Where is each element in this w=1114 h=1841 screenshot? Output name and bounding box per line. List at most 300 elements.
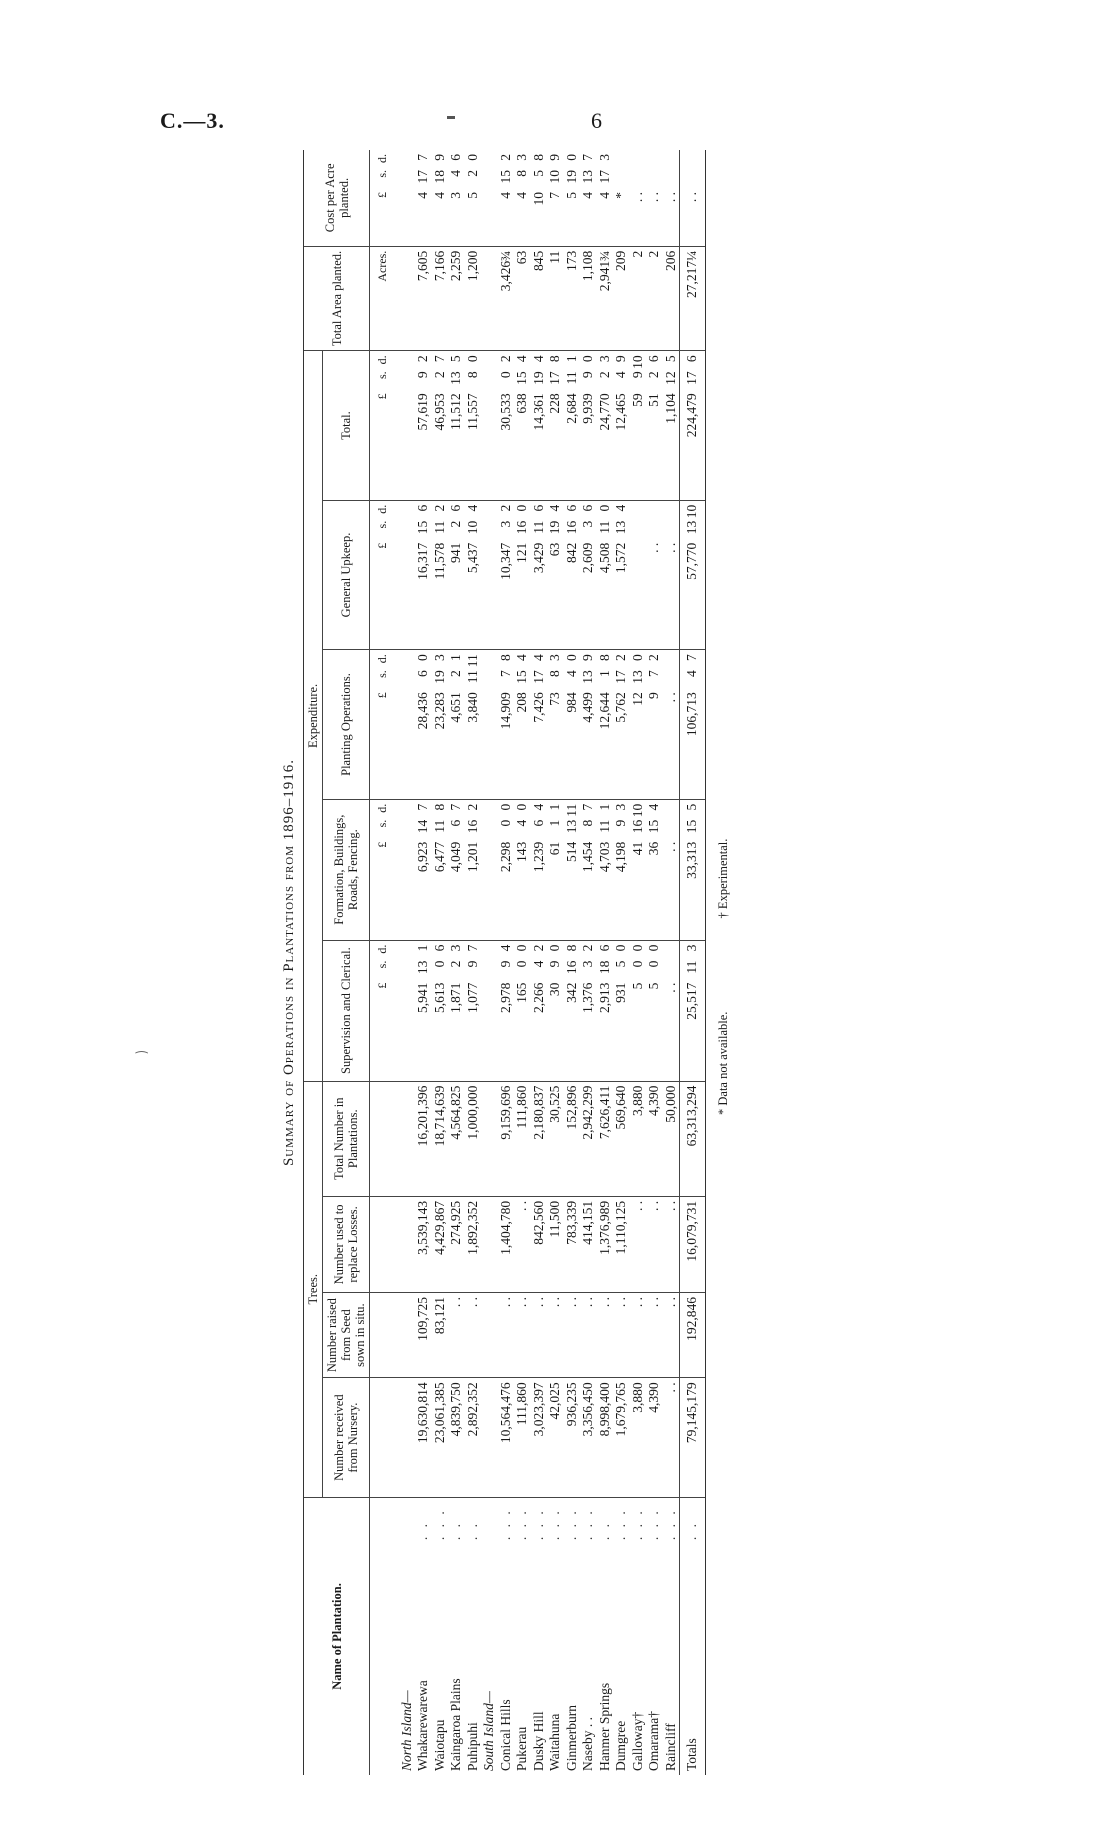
plantation-row [498,150,515,1775]
unit-money-pounds: £ [375,542,389,549]
cell-planting [580,650,597,799]
cell-supervision-pounds: 5 [629,982,645,990]
cell-planting-pounds: 12,644 [596,692,612,730]
cell-planting-pence: 7 [684,654,699,661]
empty-cell [391,246,416,351]
cell-cost-pounds: 3 [448,192,463,199]
cell-upkeep [531,500,548,649]
cell-formation-pounds: 1,454 [580,841,595,873]
cell-raised: . . [580,1292,597,1377]
cell-upkeep-pounds: 4,508 [596,542,612,574]
cell-total [630,351,647,500]
plantation-name: Puhipuhi [464,1722,480,1771]
cell-total-pence: 2 [415,355,430,363]
cell-planting-shillings: 13 [629,670,645,684]
cell-formation [448,799,465,940]
cell-supervision-shillings: 0 [629,960,645,968]
cell-planting-shillings: 4 [684,670,699,677]
cell-total-pounds: 12,465 [613,393,628,431]
table-title [281,150,303,1775]
cell-total [663,351,680,500]
cell-cost [531,150,548,246]
leader-dots: . . [415,1521,430,1541]
cell-formation [680,799,706,940]
cell-planting-pounds: 5,762 [613,692,628,723]
cell-total-shillings: 15 [514,371,529,385]
cell-formation-pence: 4 [646,803,661,811]
cell-received: 19,630,814 [415,1378,432,1498]
cell-formation-pounds: 6,923 [415,841,430,873]
footnote-dagger: † Experimental. [715,838,730,919]
cell-upkeep [514,500,531,649]
unit-plant [370,650,391,799]
cell-total-pence: 9 [613,355,628,363]
cell-total-pence: 2 [497,355,513,363]
cell-raised: . . [646,1292,663,1377]
cell-cost-pence: 9 [547,154,562,161]
plantation-row [547,150,564,1775]
cell-formation [613,799,630,940]
cell-total-pence: 1 [563,355,579,363]
cell-cost [646,150,663,246]
cell-raised: . . [514,1292,531,1377]
plantation-name: Kaingaroa Plains [448,1678,463,1771]
plantation-row [465,150,482,1775]
cell-formation-pence: 0 [514,803,529,811]
cell-cost-shillings: 5 [530,170,546,177]
cell-planting-pounds: 3,840 [464,692,480,723]
cell-planting-shillings: 2 [448,670,463,677]
leader-dots: . . . [497,1508,513,1541]
cell-area: 27,217¼ [680,246,706,351]
cell-upkeep-shillings: 13 [613,520,628,535]
cell-upkeep [580,500,597,649]
leader-dots [391,1497,416,1540]
cell-planting-pounds: 7,426 [530,692,546,723]
cell-cost-pence: 0 [464,154,480,161]
plantation-row [580,150,597,1775]
cell-cost-pence: 6 [448,154,463,161]
cell-supervision-pounds: 5,613 [431,982,447,1014]
empty-cell [481,351,498,500]
unit-cost [370,150,391,246]
cell-total-pounds: 9,939 [580,393,595,424]
cell-supervision [531,940,548,1081]
unit-money-shillings: s. [375,670,389,678]
cell-planting-pence: 11 [464,654,480,668]
cell-total-number: 30,525 [547,1081,564,1196]
cell-total-number: 1,000,000 [465,1081,482,1196]
empty-cell [481,799,498,940]
cell-cost [580,150,597,246]
cell-cost-pounds: 10 [530,192,546,206]
cell-total [680,351,706,500]
cell-replace: . . [646,1196,663,1292]
cell-planting [646,650,663,799]
cell-replace: 414,151 [580,1196,597,1292]
cell-formation [564,799,581,940]
cell-supervision-pence: 1 [415,944,430,952]
cell-planting-shillings: 4 [563,670,579,677]
cell-formation-pounds: 4,703 [596,841,612,873]
cell-upkeep-pence: 6 [448,504,463,512]
cell-supervision-shillings: 5 [613,960,628,968]
cell-planting-pence: 1 [448,654,463,661]
cell-planting-shillings: 13 [580,670,595,684]
cell-cost-pence: 2 [497,154,513,161]
cell-upkeep-pounds: 941 [448,542,463,564]
plantation-name: Raincliff [662,1723,678,1771]
cell-cost-pence: 3 [596,154,612,161]
cell-raised: . . [630,1292,647,1377]
totals-row [680,150,706,1775]
plantation-name: Whakarewarewa [415,1680,430,1771]
empty-cell [391,150,416,246]
cell-total-pence: 0 [464,355,480,363]
cell-upkeep-pence: 2 [431,504,447,512]
cell-total-pence: 7 [431,355,447,363]
cell-cost-pounds: 4 [514,192,529,199]
empty-cell [391,500,416,649]
cell-formation-pounds: 6,477 [431,841,447,873]
cell-formation-shillings: 15 [684,819,699,834]
cell-upkeep [680,500,706,649]
cell-area: 845 [531,246,548,351]
plantation-row [514,150,531,1775]
cell-total [531,351,548,500]
cell-raised: . . [498,1292,515,1377]
cell-cost [564,150,581,246]
cell-planting-pounds: 4,499 [580,692,595,723]
leader-dots: . . . [646,1508,661,1541]
cell-formation [580,799,597,940]
cell-cost-shillings: 13 [580,170,595,184]
cell-cost-pounds: . . [684,192,699,203]
cell-upkeep [432,500,449,649]
cell-planting-shillings: 15 [514,670,529,684]
cell-cost-pence: 7 [580,154,595,161]
cell-replace: 842,560 [531,1196,548,1292]
cell-planting [415,650,432,799]
cell-cost-shillings: 8 [514,170,529,177]
cell-planting-pounds: 28,436 [415,692,430,730]
unit-cell-empty [370,1497,391,1540]
cell-cost-pounds: 4 [431,192,447,199]
cell-upkeep-shillings: 15 [415,520,430,535]
cell-planting-shillings: 1 [596,670,612,677]
cell-formation-shillings: 0 [497,819,513,827]
plantation-name: Ginmerburn [563,1705,579,1771]
cell-total [415,351,432,500]
cell-total-pounds: 11,512 [448,393,463,430]
plantation-name: Pukerau [514,1726,529,1771]
cell-supervision-shillings: 9 [464,960,480,968]
cell-planting [547,650,564,799]
empty-cell [481,1081,498,1196]
cell-formation [531,799,548,940]
cell-supervision [415,940,432,1081]
cell-total-shillings: 17 [547,371,562,385]
cell-replace: 1,376,989 [597,1196,614,1292]
cell-planting-pounds: . . [662,692,678,703]
cell-upkeep [547,500,564,649]
unit-money-shillings: s. [375,371,389,379]
cell-total-pounds: 1,104 [662,393,678,424]
cell-planting-shillings: 8 [547,670,562,677]
cell-supervision-pounds: 1,871 [448,982,463,1014]
cell-raised: . . [547,1292,564,1377]
leader-dots: . . . [662,1508,678,1541]
cell-upkeep-shillings: 10 [464,520,480,535]
cell-cost [680,150,706,246]
cell-upkeep [597,500,614,649]
cell-supervision-shillings: 0 [514,960,529,968]
cell-cost-pounds: . . [646,192,661,203]
cell-upkeep-pence: 6 [563,504,579,512]
cell-raised: . . [465,1292,482,1377]
cell-supervision [630,940,647,1081]
cell-planting-pounds: 12 [629,692,645,706]
cell-planting-shillings: 17 [613,670,628,684]
cell-total-pence: 3 [596,355,612,363]
island-name: South Island— [481,1691,496,1771]
unit-money-shillings: s. [375,960,389,969]
cell-replace: 783,339 [564,1196,581,1292]
cell-planting [498,650,515,799]
cell-raised: 83,121 [432,1292,449,1377]
cell-upkeep-pounds: . . [662,542,678,553]
empty-cell [481,150,498,246]
footnote-star: * Data not available. [715,1011,730,1115]
cell-upkeep-pence: 10 [684,504,699,519]
cell-total-pounds: 224,479 [684,393,699,438]
cell-formation-pounds: 41 [629,841,645,856]
cell-planting-pounds: 208 [514,692,529,713]
cell-supervision-pence: 0 [629,944,645,952]
cell-formation-shillings: 13 [563,819,579,834]
scan-speck: ⁀ [136,1053,148,1068]
cell-formation-shillings: 16 [629,819,645,834]
cell-cost [597,150,614,246]
cell-supervision [646,940,663,1081]
header-raised: Number raised from Seed sown in situ. [323,1292,370,1377]
cell-supervision-shillings: 11 [684,960,699,974]
cell-replace: 1,892,352 [465,1196,482,1292]
unit-money-pence: d. [375,504,389,514]
cell-formation-shillings: 11 [431,819,447,833]
cell-total-number: 16,201,396 [415,1081,432,1196]
header-upkeep: General Upkeep. [323,500,370,649]
cell-total-number: 63,313,294 [680,1081,706,1196]
cell-formation-pence: 3 [613,803,628,811]
cell-planting [514,650,531,799]
unit-money-pounds: £ [375,692,389,699]
cell-received: 10,564,476 [498,1378,515,1498]
unit-money-pounds: £ [375,841,389,848]
cell-upkeep-pounds: 5,437 [464,542,480,574]
cell-supervision-pounds: 2,913 [596,982,612,1014]
cell-area: 173 [564,246,581,351]
cell-replace: 3,539,143 [415,1196,432,1292]
cell-total-pounds: 228 [547,393,562,414]
cell-cost [432,150,449,246]
cell-total [498,351,515,500]
cell-total-shillings: 12 [662,371,678,385]
cell-upkeep-pence: 4 [464,504,480,512]
unit-money-pounds: £ [375,982,389,989]
cell-upkeep-pounds: 2,609 [580,542,595,574]
cell-raised: . . [663,1292,680,1377]
cell-formation-pounds: 143 [514,841,529,862]
cell-total [448,351,465,500]
units-row [370,150,391,1775]
empty-cell [481,1196,498,1292]
cell-supervision [680,940,706,1081]
cell-cost-pounds: 5 [563,192,579,199]
cell-received: 4,839,750 [448,1378,465,1498]
cell-planting [531,650,548,799]
empty-cell [481,1378,498,1498]
cell-supervision-shillings: 0 [646,960,661,968]
cell-supervision [580,940,597,1081]
header-cost: Cost per Acre planted. [304,150,370,246]
cell-total-shillings: 2 [431,371,447,379]
cell-planting [432,650,449,799]
cell-total [514,351,531,500]
cell-upkeep-shillings: 3 [580,520,595,528]
cell-upkeep-shillings: 19 [547,520,562,535]
cell-total-shillings: 19 [530,371,546,385]
leader-dots [481,1497,498,1540]
unit-sup [370,940,391,1081]
cell-formation-shillings: 15 [646,819,661,834]
cell-formation-pence: 1 [596,803,612,811]
cell-planting-pounds: 23,283 [431,692,447,730]
cell-received: 23,061,385 [432,1378,449,1498]
cell-upkeep-pounds: 63 [547,542,562,557]
plantation-name: Waiotapu [431,1719,447,1771]
cell-cost-shillings: 19 [563,170,579,184]
cell-planting-pounds: 73 [547,692,562,706]
cell-total [465,351,482,500]
cell-area: 11 [547,246,564,351]
cell-supervision-shillings: 2 [448,960,463,968]
leader-dots: . . . [547,1508,562,1541]
cell-cost [613,150,630,246]
cell-upkeep-shillings: 11 [431,520,447,534]
cell-formation-pence: 11 [563,803,579,817]
cell-area: 3,426¾ [498,246,515,351]
plantation-row [646,150,663,1775]
unit-money-pence: d. [375,355,389,365]
cell-total-number: 18,714,639 [432,1081,449,1196]
leader-dots: . . . [514,1508,529,1541]
cell-area: 7,605 [415,246,432,351]
cell-supervision-pence: 0 [646,944,661,952]
cell-cost-shillings: 18 [431,170,447,184]
cell-supervision-pence: 2 [530,944,546,952]
unit-money-pence: d. [375,654,389,664]
cell-cost [514,150,531,246]
cell-cost-pounds: 4 [497,192,513,199]
cell-planting-pounds: 4,651 [448,692,463,723]
cell-planting [564,650,581,799]
cell-total [646,351,663,500]
plantation-name: Dumgree [613,1720,628,1771]
cell-formation [465,799,482,940]
cell-cost-pounds: . . [662,192,678,203]
cell-planting-pounds: 106,713 [684,692,699,737]
table-title-text: Summary of Operations in Plantations from [281,840,297,1167]
cell-cost [465,150,482,246]
page-number: 6 [591,108,602,133]
empty-cell [391,799,416,940]
cell-cost-shillings: 2 [464,170,480,177]
cell-formation [498,799,515,940]
page-reference: C.—3. [160,108,225,133]
leader-dots: . . [464,1521,480,1541]
header-dash [447,116,455,119]
plantation-row [448,150,465,1775]
cell-upkeep-pence: 6 [530,504,546,512]
cell-total [580,351,597,500]
cell-upkeep-pence: 0 [596,504,612,512]
empty-cell [391,1292,416,1377]
cell-cost [415,150,432,246]
cell-total-shillings: 9 [580,371,595,379]
cell-upkeep-pounds: 3,429 [530,542,546,574]
cell-received: 2,892,352 [465,1378,482,1498]
cell-total-number: 3,880 [630,1081,647,1196]
header-supervision: Supervision and Clerical. [323,940,370,1081]
cell-total-shillings: 17 [684,371,699,385]
unit-cell-empty [370,1378,391,1498]
unit-cost-money-pence: d. [375,154,389,163]
cell-planting-pence: 0 [415,654,430,661]
cell-cost-shillings: 17 [415,170,430,184]
leader-dots: . . . [613,1508,628,1541]
cell-total [432,351,449,500]
leader-dots: . . . [431,1508,447,1541]
plantation-name: Hanmer Springs [596,1682,612,1771]
cell-supervision-pounds: 5 [646,982,661,990]
leader-dots: . . [448,1521,463,1541]
cell-supervision-shillings: 16 [563,960,579,975]
cell-cost-pence: 3 [514,154,529,161]
cell-total-shillings: 4 [613,371,628,379]
cell-total [613,351,630,500]
cell-total-pounds: 638 [514,393,529,414]
plantation-row [630,150,647,1775]
cell-planting [597,650,614,799]
cell-formation-pounds: 514 [563,841,579,862]
cell-planting [630,650,647,799]
plantation-name: Naseby . . [580,1717,595,1771]
empty-cell [481,1292,498,1377]
header-received: Number received from Nursery. [323,1378,370,1498]
cell-total-shillings: 9 [415,371,430,379]
unit-cell-empty [370,1081,391,1196]
header-area: Total Area planted. [304,246,370,351]
cell-formation-shillings: 16 [464,819,480,834]
cell-planting-pence: 3 [547,654,562,661]
empty-cell [391,1081,416,1196]
cell-cost-pounds: 4 [415,192,430,199]
cell-planting-pounds: 9 [646,692,661,699]
cell-supervision-shillings: 3 [580,960,595,968]
cell-total-number: 9,159,696 [498,1081,515,1196]
cell-total-shillings: 8 [464,371,480,379]
